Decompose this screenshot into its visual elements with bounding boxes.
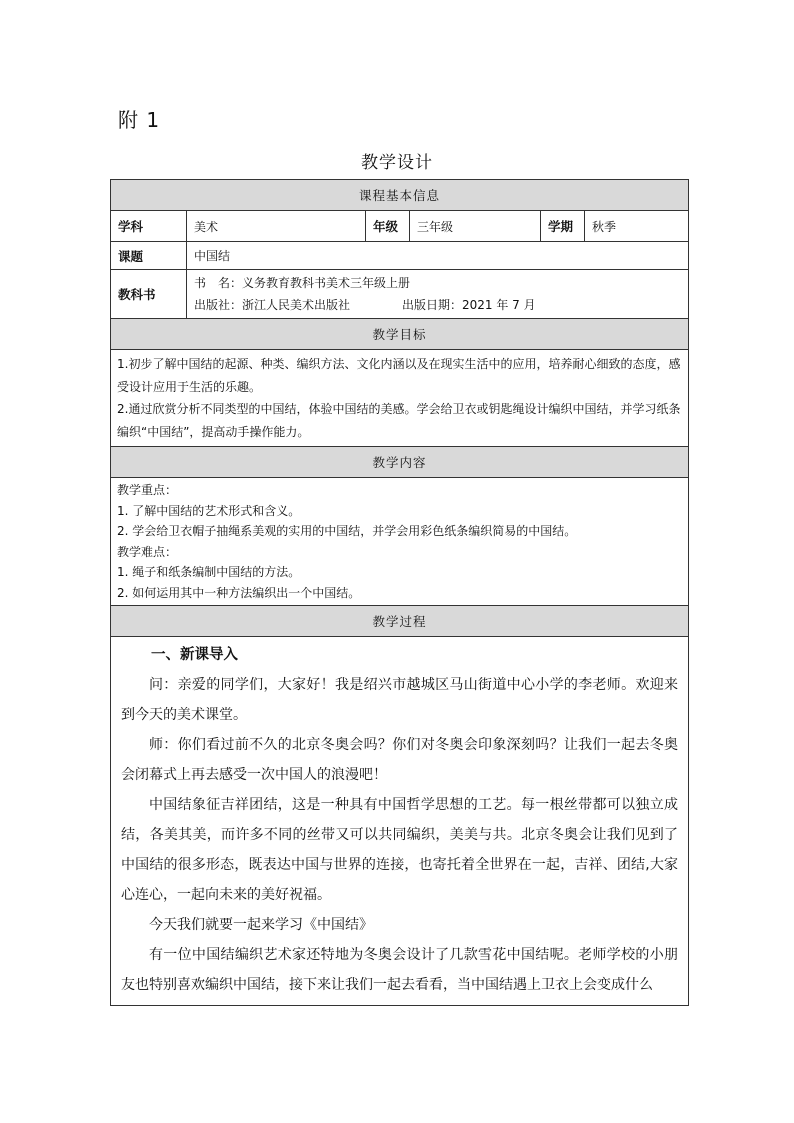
textbook-info bbox=[187, 270, 689, 319]
textbook-publisher-row bbox=[194, 294, 681, 316]
content-header: 教学内容 bbox=[111, 447, 689, 478]
term-value: 秋季 bbox=[585, 211, 689, 242]
process-paragraph: 今天我们就要一起来学习《中国结》 bbox=[149, 917, 373, 933]
grade-label: 年级 bbox=[366, 211, 410, 242]
subject-label: 学科 bbox=[111, 211, 187, 242]
term-label: 学期 bbox=[541, 211, 585, 242]
difficult-point-item: 2. 如何运用其中一种方法编织出一个中国结。 bbox=[117, 585, 361, 600]
goal-item: 1.初步了解中国结的起源、种类、编织方法、文化内涵以及在现实生活中的应用，培养耐心细致的态度，感受设计应用于生活的乐趣。 bbox=[117, 357, 681, 394]
key-point-item: 1. 了解中国结的艺术形式和含义。 bbox=[117, 503, 301, 518]
process-body bbox=[111, 637, 689, 1006]
textbook-publisher: 出版社：浙江人民美术出版社 bbox=[194, 298, 351, 312]
process-paragraph: 有一位中国结编织艺术家还特地为冬奥会设计了几款雪花中国结呢。老师学校的小朋友也特别喜欢编织中国结，接下来让我们一起去看看，当中国结遇上卫衣上会变成什么 bbox=[121, 947, 679, 993]
goals-body bbox=[111, 350, 689, 447]
content-body bbox=[111, 478, 689, 606]
grade-value: 三年级 bbox=[410, 211, 541, 242]
textbook-label: 教科书 bbox=[111, 270, 187, 319]
lesson-plan-table bbox=[110, 179, 688, 1006]
key-points-label: 教学重点： bbox=[117, 483, 178, 497]
process-paragraph: 师：你们看过前不久的北京冬奥会吗？你们对冬奥会印象深刻吗？让我们一起去冬奥会闭幕式上再去感受一次中国人的浪漫吧！ bbox=[121, 737, 679, 783]
subject-value: 美术 bbox=[187, 211, 366, 242]
topic-label: 课题 bbox=[111, 242, 187, 270]
process-paragraph: 问：亲爱的同学们，大家好！我是绍兴市越城区马山街道中心小学的李老师。欢迎来到今天的美术课堂。 bbox=[121, 677, 679, 723]
difficult-point-item: 1. 绳子和纸条编制中国结的方法。 bbox=[117, 565, 301, 579]
process-paragraph: 中国结象征吉祥团结，这是一种具有中国哲学思想的工艺。每一根丝带都可以独立成结，各美其美，而许多不同的丝带又可以共同编织，美美与共。北京冬奥会让我们见到了中国结的很多形态，既表达中国与世界的连接，也寄托着全世界在一起，吉祥、团结,大家心连心，一起向未来的美好祝福。 bbox=[121, 797, 679, 903]
textbook-publish-date: 出版日期：2021 年 7 月 bbox=[402, 298, 536, 312]
difficult-points-label: 教学难点： bbox=[117, 544, 178, 559]
basic-info-header: 课程基本信息 bbox=[111, 180, 689, 211]
process-header: 教学过程 bbox=[111, 606, 689, 637]
goal-item: 2.通过欣赏分析不同类型的中国结，体验中国结的美感。学会给卫衣或钥匙绳设计编织中国结，并学习纸条编织“中国结”，提高动手操作能力。 bbox=[117, 402, 681, 439]
key-point-item: 2. 学会给卫衣帽子抽绳系美观的实用的中国结，并学会用彩色纸条编织简易的中国结。 bbox=[117, 524, 577, 538]
topic-value: 中国结 bbox=[187, 242, 689, 270]
textbook-title: 书 名：义务教育教科书美术三年级上册 bbox=[194, 276, 411, 290]
goals-header: 教学目标 bbox=[111, 319, 689, 350]
process-section-heading: 一、新课导入 bbox=[151, 647, 238, 663]
document-title: 教学设计 bbox=[361, 153, 433, 173]
annex-label: 附 1 bbox=[118, 108, 161, 132]
